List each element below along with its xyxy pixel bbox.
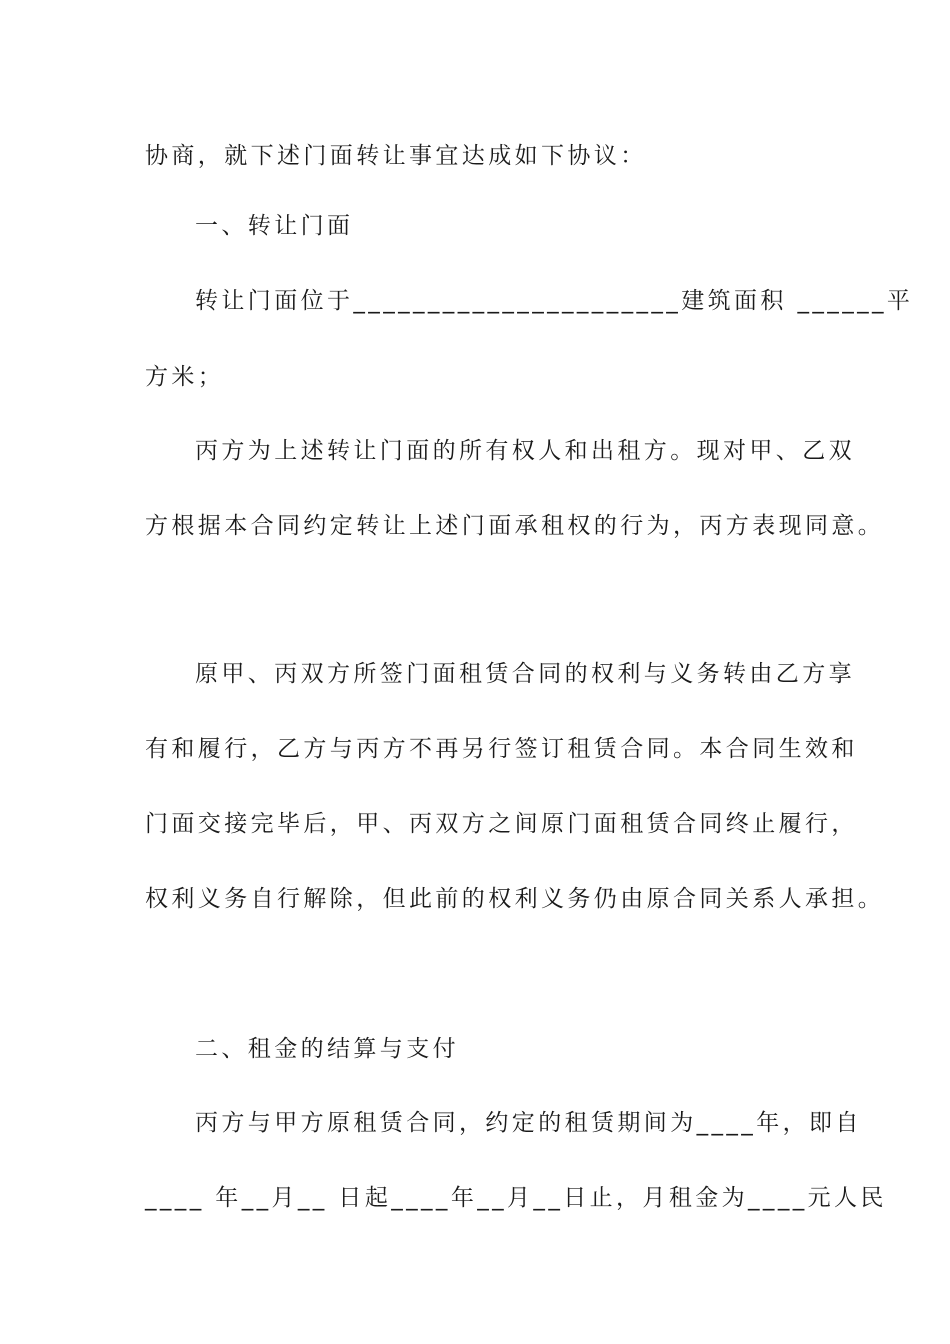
section-heading-rent: 二、租金的结算与支付 [195,1036,459,1062]
paragraph-line: 权利义务自行解除，但此前的权利义务仍由原合同关系人承担。 [145,886,885,912]
paragraph-line: 方米； [145,364,225,390]
section-heading-transfer: 一、转让门面 [195,213,354,239]
paragraph-line: 原甲、丙双方所签门面租赁合同的权利与义务转由乙方享 [195,661,855,687]
paragraph-line: ____ 年__月__ 日起____年__月__日止，月租金为____元人民 [145,1185,887,1211]
paragraph-line: 丙方为上述转让门面的所有权人和出租方。现对甲、乙双 [195,438,855,464]
paragraph-line: 有和履行，乙方与丙方不再另行签订租赁合同。本合同生效和 [145,736,858,762]
paragraph-line: 方根据本合同约定转让上述门面承租权的行为，丙方表现同意。 [145,513,885,539]
paragraph-line: 门面交接完毕后，甲、丙双方之间原门面租赁合同终止履行， [145,811,858,837]
paragraph-line: 丙方与甲方原租赁合同，约定的租赁期间为____年，即自 [195,1110,862,1136]
intro-line: 协商，就下述门面转让事宜达成如下协议： [145,143,647,169]
paragraph-line: 转让门面位于______________________建筑面积 ______平 [195,288,914,314]
